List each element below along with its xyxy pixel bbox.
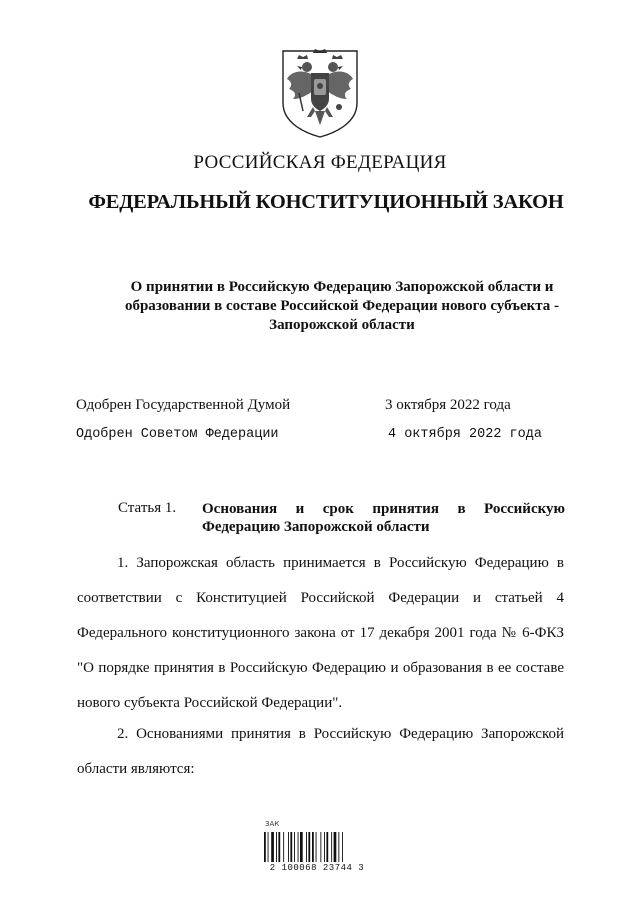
barcode-icon (263, 832, 373, 862)
approval-date: 4 октября 2022 года (388, 427, 542, 442)
approval-date: 3 октября 2022 года (385, 397, 511, 413)
approvals-block (76, 397, 546, 453)
country-name: РОССИЙСКАЯ ФЕДЕРАЦИЯ (193, 152, 447, 173)
article-number: Статья 1. (118, 500, 177, 516)
barcode-number: 2 100068 23744 3 (269, 863, 365, 873)
approval-by: Одобрен Советом Федерации (76, 427, 279, 442)
approval-by: Одобрен Государственной Думой (76, 397, 291, 413)
law-title: О принятии в Российскую Федерацию Запорожской области и образовании в составе Российской Федерации нового субъекта - Запорожской области (124, 279, 560, 333)
paragraph: 1. Запорожская область принимается в Российскую Федерацию в соответствии с Конституцией Российской Федерации и статьей 4 Федерального конституционного закона от 17 декабря 2001 года № 6-ФКЗ "О порядке принятия в Российскую Федерацию и образования в ее составе нового субъекта Российской Федерации". (77, 555, 564, 711)
article-title: Основания и срок принятия в Российскую Федерацию Запорожской области (202, 501, 565, 535)
barcode-mark: ЗАК (265, 820, 280, 828)
coat-of-arms-icon (277, 45, 363, 139)
approval-federation-council (76, 425, 546, 453)
paragraph: 2. Основаниями принятия в Российскую Федерацию Запорожской области являются: (77, 726, 564, 777)
approval-duma (76, 397, 546, 425)
document-barcode (257, 820, 377, 880)
law-type-heading: ФЕДЕРАЛЬНЫЙ КОНСТИТУЦИОННЫЙ ЗАКОН (88, 191, 564, 213)
